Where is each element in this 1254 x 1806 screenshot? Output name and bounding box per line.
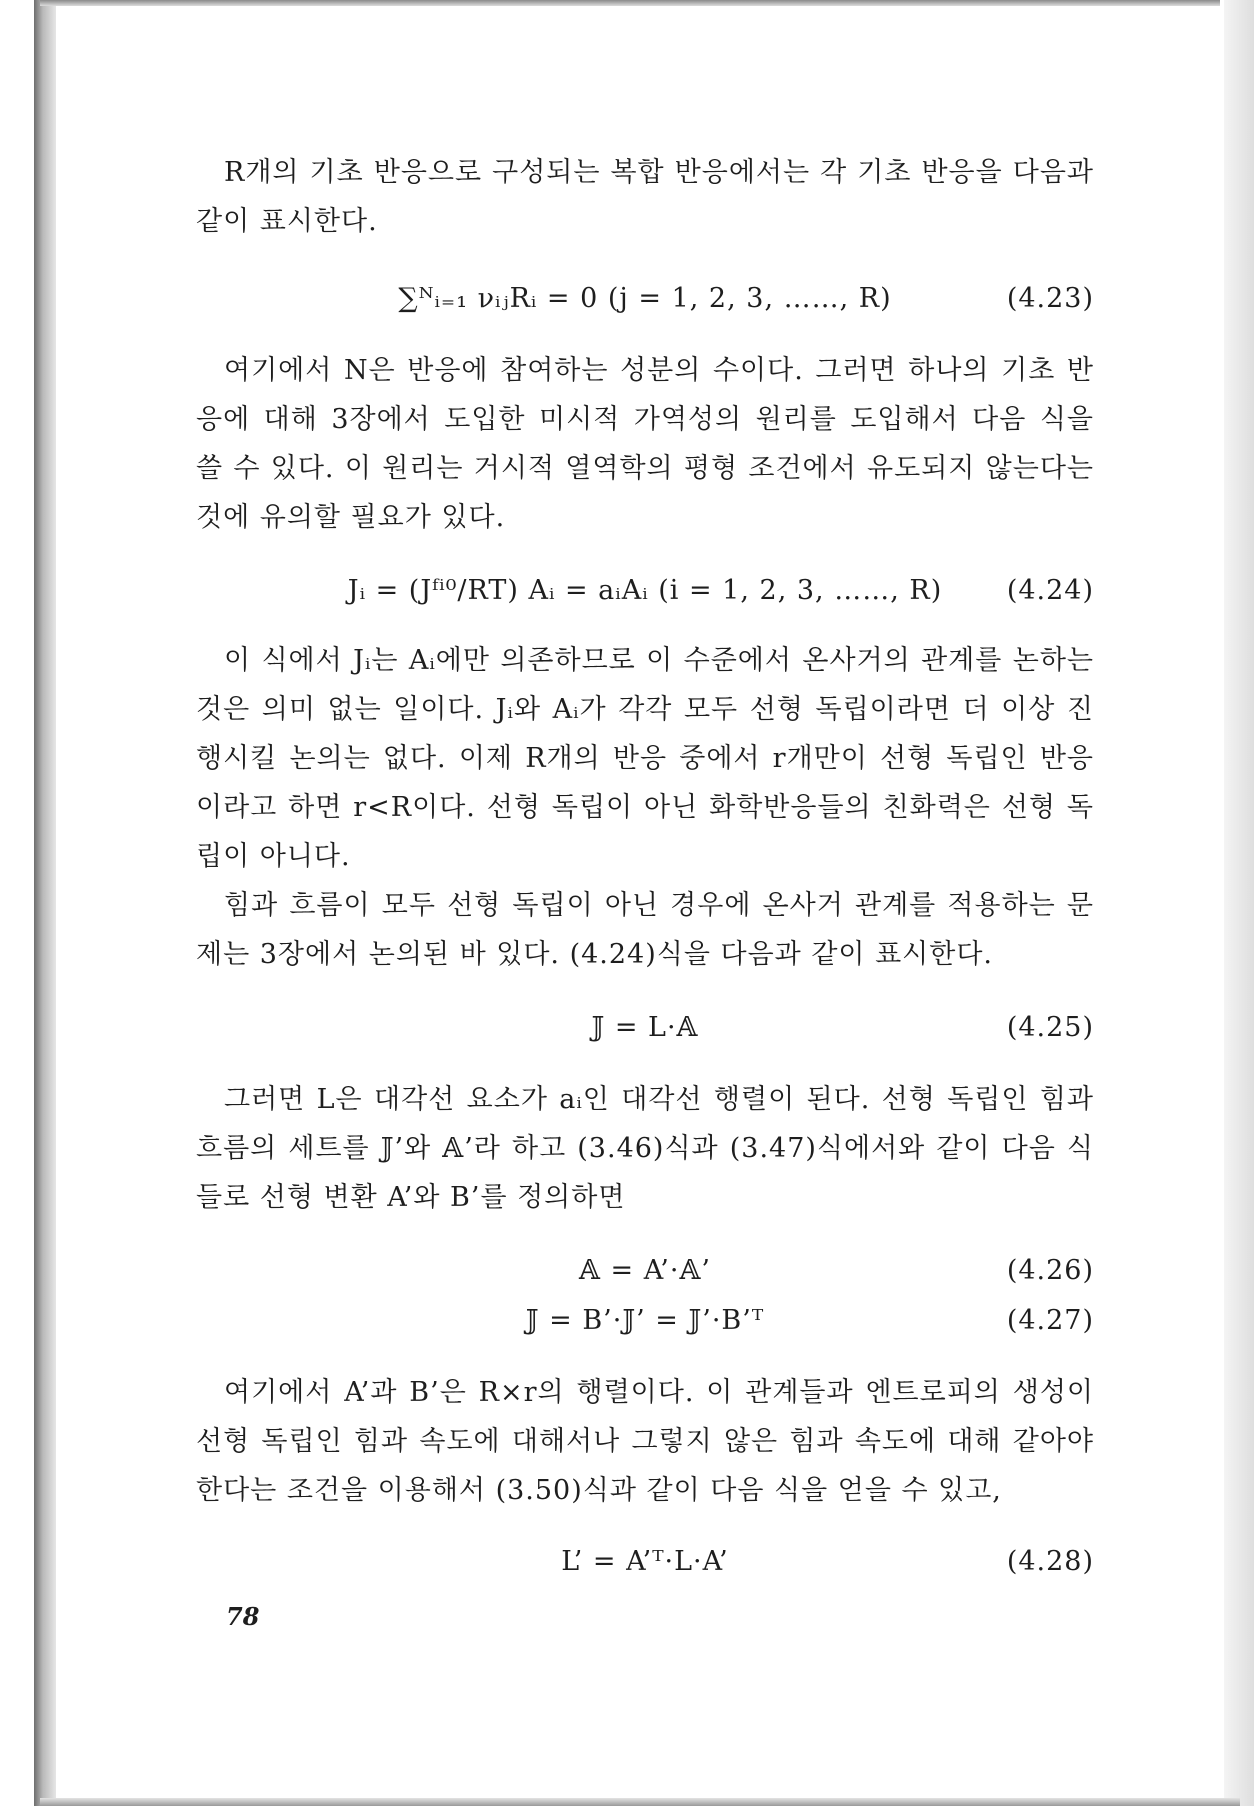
equation-expression: 𝕁 = L·𝔸 [591, 1012, 699, 1043]
equation-4-26 [196, 1246, 1094, 1296]
page-bottom-edge [40, 1798, 1240, 1806]
equation-4-25 [196, 1003, 1094, 1053]
equation-4-24 [196, 566, 1094, 616]
paragraph-5: 그러면 L은 대각선 요소가 aᵢ인 대각선 행렬이 된다. 선형 독립인 힘과 흐름의 세트를 𝕁’와 𝔸’라 하고 (3.46)식과 (3.47)식에서와 같이 다음 식들로 선형 변환 A’와 B’를 정의하면 [196, 1084, 1094, 1213]
equation-number: (4.26) [1006, 1255, 1094, 1286]
equation-expression: ∑ᴺᵢ₌₁ νᵢⱼRᵢ = 0 (j = 1, 2, 3, ……, R) [398, 283, 892, 314]
paragraph-4: 힘과 흐름이 모두 선형 독립이 아닌 경우에 온사거 관계를 적용하는 문제는 3장에서 논의된 바 있다. (4.24)식을 다음과 같이 표시한다. [196, 890, 1094, 970]
equation-4-23 [196, 274, 1094, 324]
equation-number: (4.25) [1006, 1012, 1094, 1043]
paragraph-3: 이 식에서 Jᵢ는 Aᵢ에만 의존하므로 이 수준에서 온사거의 관계를 논하는 것은 의미 없는 일이다. Jᵢ와 Aᵢ가 각각 모두 선형 독립이라면 더 이상 진행시킬 논의는 없다. 이제 R개의 반응 중에서 r개만이 선형 독립인 반응이라고 하면 r<R이다. 선형 독립이 아닌 화학반응들의 친화력은 선형 독립이 아니다. [196, 645, 1094, 872]
paragraph-6: 여기에서 A’과 B’은 R×r의 행렬이다. 이 관계들과 엔트로피의 생성이 선형 독립인 힘과 속도에 대해서나 그렇지 않은 힘과 속도에 대해 같아야 한다는 조건을 이용해서 (3.50)식과 같이 다음 식을 얻을 수 있고, [196, 1377, 1094, 1506]
page-number: 78 [226, 1602, 260, 1631]
equation-expression: 𝔸 = A’·𝔸’ [579, 1255, 711, 1286]
paragraph-2: 여기에서 N은 반응에 참여하는 성분의 수이다. 그러면 하나의 기초 반응에 대해 3장에서 도입한 미시적 가역성의 원리를 도입해서 다음 식을 쓸 수 있다. 이 원리는 거시적 열역학의 평형 조건에서 유도되지 않는다는 것에 유의할 필요가 있다. [196, 355, 1094, 533]
equation-number: (4.27) [1006, 1305, 1094, 1336]
equation-expression: 𝕁 = B’·𝕁’ = 𝕁’·B’ᵀ [525, 1305, 765, 1336]
equation-4-28 [196, 1537, 1094, 1587]
equation-expression: Jᵢ = (Jᶠⁱ⁰/RT) Aᵢ = aᵢAᵢ (i = 1, 2, 3, ……, R) [347, 575, 943, 606]
paragraph-1: R개의 기초 반응으로 구성되는 복합 반응에서는 각 기초 반응을 다음과 같이 표시한다. [196, 157, 1094, 237]
equation-expression: L’ = A’ᵀ·L·A’ [561, 1546, 729, 1577]
equation-number: (4.28) [1006, 1546, 1094, 1577]
equation-4-27 [196, 1296, 1094, 1346]
page-binding-shadow [34, 0, 56, 1806]
equation-number: (4.23) [1006, 283, 1094, 314]
page-text-block [196, 148, 1094, 1587]
equation-number: (4.24) [1006, 575, 1094, 606]
page-right-edge [1224, 0, 1254, 1806]
